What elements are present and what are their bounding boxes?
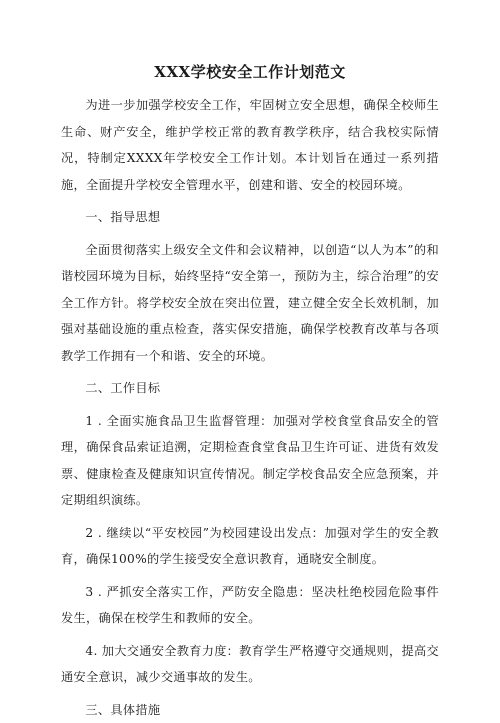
section-heading-guiding-thought: 一、指导思想: [61, 204, 439, 231]
goal-item-4: 4. 加大交通安全教育力度：教育学生严格遵守交通规则，提高交通安全意识，减少交通事故的发生。: [61, 638, 439, 691]
goal-item-1: 1 . 全面实施食品卫生监督管理：加强对学校食堂食品安全的管理，确保食品索证追溯，定期检查食堂食品卫生许可证、进货有效发票、健康检查及健康知识宣传情况。制定学校食品安全应急预案，并定期组织演练。: [61, 408, 439, 514]
intro-paragraph: 为进一步加强学校安全工作，牢固树立安全思想，确保全校师生生命、财产安全，维护学校正常的教育教学秩序，结合我校实际情况，特制定XXXX年学校安全工作计划。本计划旨在通过一系列措施，全面提升学校安全管理水平，创建和谐、安全的校园环境。: [61, 92, 439, 198]
document-title: XXX学校安全工作计划范文: [61, 62, 439, 82]
section-heading-work-goals: 二、工作目标: [61, 375, 439, 402]
goal-item-2: 2 . 继续以“平安校园”为校园建设出发点：加强对学生的安全教育，确保100%的学生接受安全意识教育，通晓安全制度。: [61, 520, 439, 573]
section-heading-measures: 三、具体措施: [61, 697, 439, 723]
document-page: [61, 62, 439, 723]
guiding-thought-paragraph: 全面贯彻落实上级安全文件和会议精神，以创造“以人为本”的和谐校园环境为目标，始终坚持“安全第一，预防为主，综合治理”的安全工作方针。将学校安全放在突出位置，建立健全安全长效机制，加强对基础设施的重点检查，落实保安措施，确保学校教育改革与各项教学工作拥有一个和谐、安全的环境。: [61, 237, 439, 370]
goal-item-3: 3 . 严抓安全落实工作，严防安全隐患：坚决杜绝校园危险事件发生，确保在校学生和教师的安全。: [61, 579, 439, 632]
